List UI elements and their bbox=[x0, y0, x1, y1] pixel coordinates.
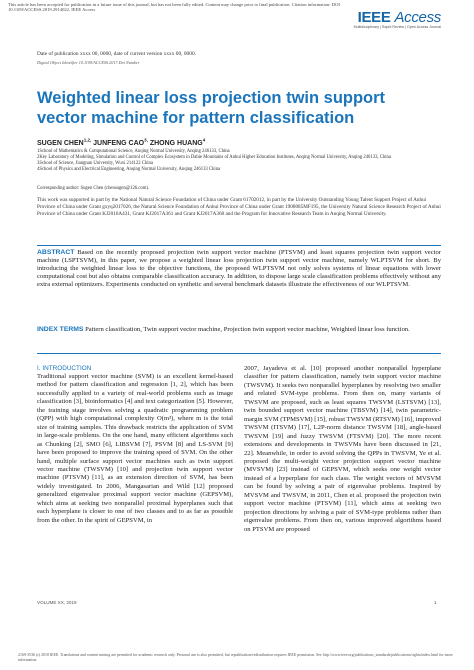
corresponding-author: Corresponding author: Sugen Chen (chensugen@126.com). bbox=[37, 186, 150, 191]
section-heading: I. INTRODUCTION bbox=[37, 365, 92, 372]
divider-top bbox=[37, 245, 441, 246]
index-terms-label: INDEX TERMS bbox=[37, 326, 84, 333]
acceptance-notice: This article has been accepted for publication in a future issue of this journal, but has not been fully edited. Content may change prior to final publication. Citation information: DOI 10.1109/ACCESS.2019.2914022, IEEE Access bbox=[8, 2, 340, 13]
affiliation-item: 2Key Laboratory of Modeling, Simulation and Control of Complex Ecosystem in Dabie Mountains of Anhui Higher Education Institutes, Anqing Normal University, Anqing 246133, China bbox=[37, 155, 391, 161]
affiliation-item: 1School of Mathematics & Computational Science, Anqing Normal University, Anqing 246133, China bbox=[37, 149, 230, 154]
logo-tagline: Multidisciplinary | Rapid Review | Open Access Journal bbox=[353, 25, 441, 29]
abstract-label: ABSTRACT bbox=[37, 249, 75, 256]
affiliation-item: 4School of Physics and Electrical Engineering, Anqing Normal University, Anqing 246133 China bbox=[37, 167, 221, 173]
funding-statement: This work was supported in part by the National Natural Science Foundation of China under Grant 61702012, in part by the University Outstanding Young Talent Support Project of Anhui Province of China under Grant gxyq2017026, the Natural Science Foundation of Anhui Province of China under Grant 1908085MF195, the University Natural Science Research Project of Anhui Province of China under Grant KJ2016A431, Grant KJ2017A361 and Grant KJ2017A368 and the Program for Innovative Research Team in Anqing Normal University. bbox=[37, 197, 441, 217]
publication-date: Date of publication xxxx 00, 0000, date of current version xxxx 00, 0000. bbox=[37, 51, 196, 57]
logo-access-text: Access bbox=[394, 9, 441, 26]
affiliations bbox=[37, 149, 447, 173]
abstract-text: Based on the recently proposed projection twin support vector machine (PTSVM) and least squares projection twin support vector machine (LSPTSVM), in this paper, we propose a weighted linear loss projection twin support vector machine, namely WLPTSVM for short. By introducing the weighted linear loss to the objective functions, the proposed WLPTSVM not only solves systems of linear equations with lower computational cost but also obtains comparable classification accuracy. In addition, to dispose large scale classification problems effectively without any extra external optimizers. Experiments conducted on synthetic and several benchmark datasets illustrate the effectiveness of our WLPTSVM. bbox=[37, 249, 441, 289]
logo-wordmark bbox=[354, 9, 441, 26]
doi-line: Digital Object Identifier 10.1109/ACCESS.2017.Doi Number bbox=[37, 60, 140, 65]
abstract bbox=[37, 249, 441, 289]
logo-ieee-text: IEEE bbox=[357, 9, 391, 26]
author-list bbox=[37, 138, 205, 147]
index-terms bbox=[37, 326, 441, 334]
ieee-access-logo bbox=[354, 9, 441, 29]
paper-title: Weighted linear loss projection twin support vector machine for pattern classification bbox=[37, 89, 386, 127]
affiliation-item: 3School of Science, Jiangnan University, Wuxi 214122 China bbox=[37, 161, 153, 167]
license-notice: 2169-3536 (c) 2018 IEEE. Translations and content mining are permitted for academic research only. Personal use is also permitted, but republication/redistribution requires IEEE permission. See http://www.ieee.org/publications_standards/publications/rights/index.html for more information. bbox=[18, 653, 453, 662]
intro-left-column: Traditional support vector machine (SVM) is an excellent kernel-based method for pattern classification and regression [1, 2], which has been successfully applied to a variety of real-world problems such as image classification [3], bioinformatics [4] and text categorization [5]. However, the training stage involves solving a quadratic programming problem (QPP) with high computational complexity O(m³), where m is the total size of training samples. This drawback restricts the application of SVM in large-scale problems. On the one hand, many efficient algorithms such as Chunking [2], SMO [6], LIBSVM [7], PSVM [8] and LS-SVM [9] have been proposed to improve the training speed of SVM. On the other hand, multiple surface support vector machines such as twin support vector machine (TWSVM) [10] and projection twin support vector machine (PTSVM) [11], as an extension direction of SVM, has been widely investigated. In 2006, Mangasarian and Wild [12] proposed generalized eigenvalue proximal support vector machine (GEPSVM), which aims at seeking two nonparallel proximal hyperplanes such that each hyperplane is closer to one of two classes and to as far as possible from the other. In the spirit of GEPSVM, in bbox=[37, 373, 233, 524]
index-terms-text: Pattern classification, Twin support vector machine, Projection twin support vector machine, Weighted linear loss function. bbox=[85, 326, 410, 333]
intro-right-column: 2007, Jayadeva et al. [10] proposed another nonparallel hyperplane classifier for pattern classification, namely twin support vector machine (TWSVM). It seeks two nonparallel hyperplanes by resolving two smaller and related SVM-type problems. From then on, many variants of TWSVM are proposed, such as least squares TWSVM (LSTSVM) [13], twin bounded support vector machine (TBSVM) [14], twin parametric-margin SVM (TPMSVM) [15], robust TWSVM (RTSVM) [16], improved TWSVM (ITSVM) [17], L2P-norm distance TWSVM [18], angle-based TWSVM [19] and fuzzy TWSVM (FTSVM) [20]. The more recent extensions and developments in TWSVMs have been discussed in [21, 22]. Meanwhile, in order to avoid solving the QPPs in TWSVM, Ye et al. proposed the multi-weight vector projection support vector machine (MVSVM) [23] instead of GEPSVM, which seeks one weight vector instead of a hyperplane for each class. The weight vectors of MVSVM can be found by solving a pair of eigenvalue problems. Inspired by MVSVM and TWSVM, in 2011, Chen et al. proposed the projection twin support vector machine (PTSVM) [11], which aims at seeking two projection directions by solving a pair of SVM-type problems rather than eigenvalue problems. From then on, various improved algorithms based on PTSVM are proposed bbox=[244, 365, 441, 533]
author-names: SUGEN $CHEN^{1,2,}$ JUNFENG $CAO^{3,}$ ZHONG HUANG$^4$ bbox=[37, 138, 206, 148]
volume-label: VOLUME XX, 2019 bbox=[37, 600, 77, 605]
divider-bottom bbox=[37, 353, 441, 354]
page-number: 1 bbox=[434, 600, 437, 605]
